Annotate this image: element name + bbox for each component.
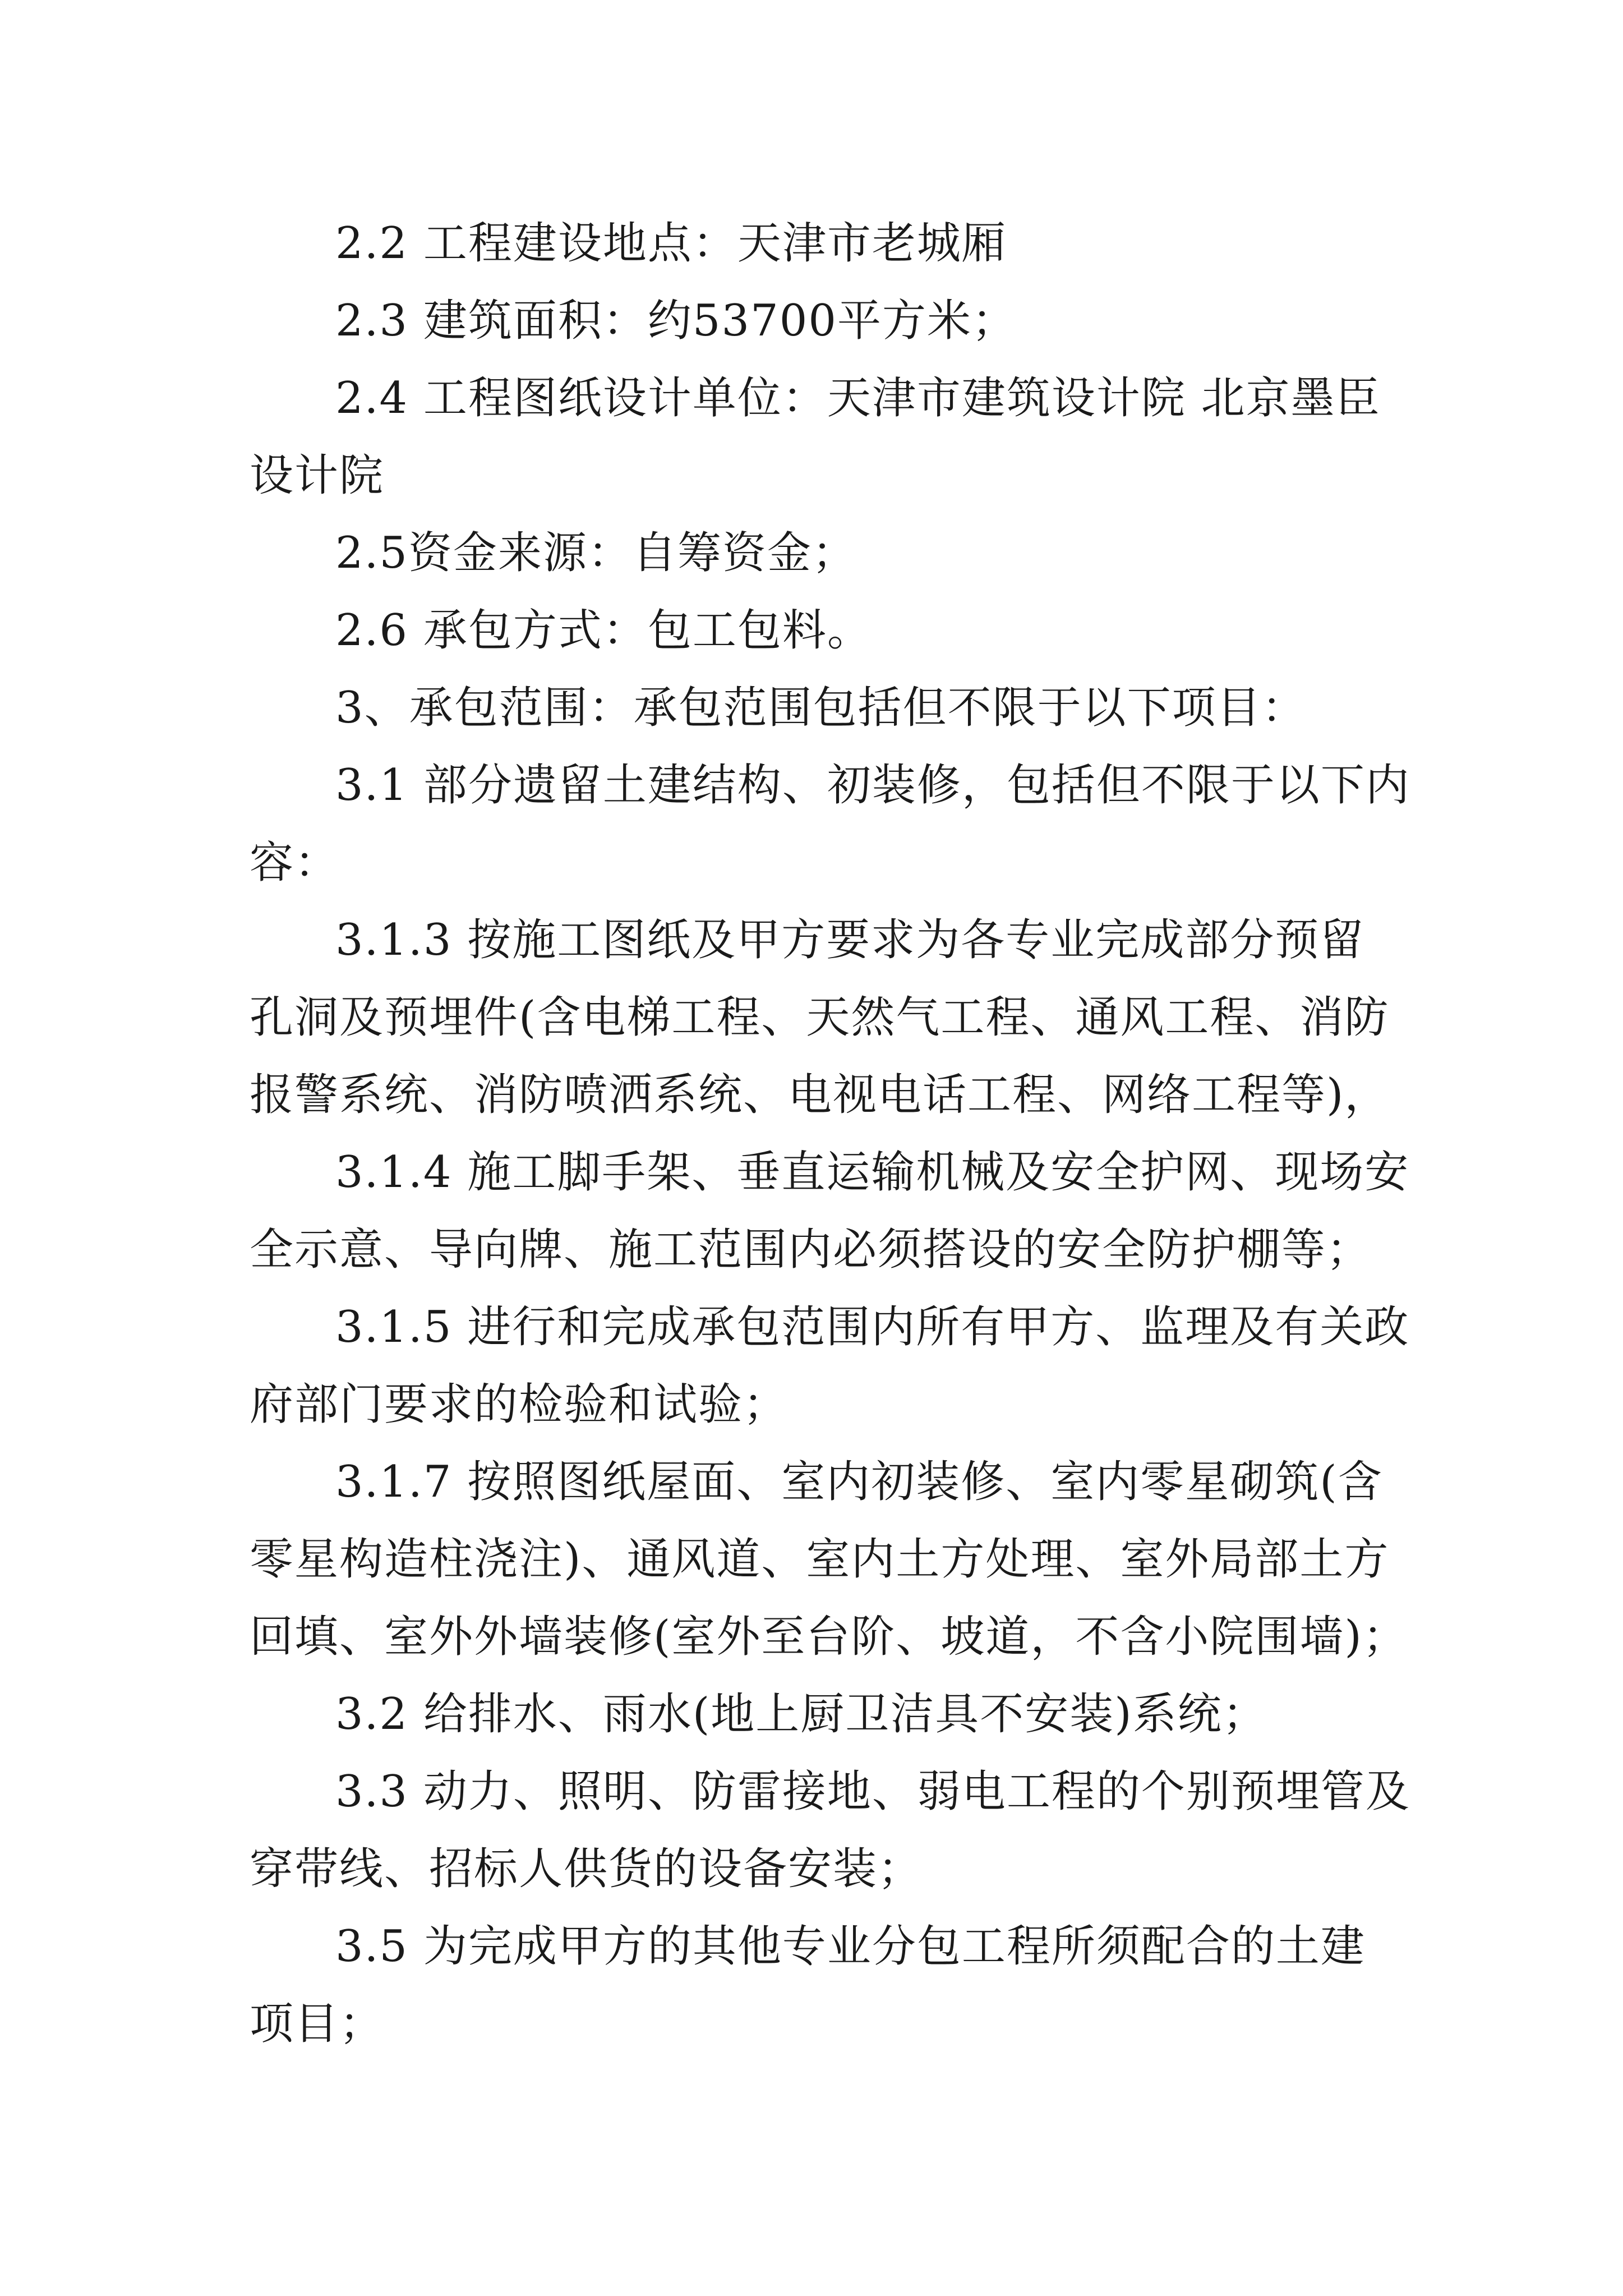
line-3-5: 3.5 为完成甲方的其他专业分包工程所须配合的土建: [335, 1921, 1366, 1972]
line-3-1: 3.1 部分遗留土建结构、初装修，包括但不限于以下内: [335, 760, 1410, 811]
line-3-1-cont: 容：: [250, 838, 340, 888]
line-3-1-4-cont: 全示意、导向牌、施工范围内必须搭设的安全防护棚等；: [250, 1225, 1372, 1275]
line-3-1-3: 3.1.3 按施工图纸及甲方要求为各专业完成部分预留: [335, 915, 1365, 965]
line-2-4: 2.4 工程图纸设计单位：天津市建筑设计院 北京墨臣: [335, 373, 1381, 424]
line-3-5-cont: 项目；: [250, 1999, 385, 2049]
line-3-1-5: 3.1.5 进行和完成承包范围内所有甲方、监理及有关政: [335, 1302, 1410, 1352]
line-2-6: 2.6 承包方式：包工包料。: [335, 605, 872, 656]
line-3-1-7-cont2: 回填、室外外墙装修(室外至台阶、坡道，不含小院围墙)；: [250, 1612, 1408, 1662]
line-3-1-7: 3.1.7 按照图纸屋面、室内初装修、室内零星砌筑(含: [335, 1457, 1383, 1507]
line-3-1-5-cont: 府部门要求的检验和试验；: [250, 1379, 789, 1430]
line-3-1-3-cont1: 孔洞及预埋件(含电梯工程、天然气工程、通风工程、消防: [250, 992, 1390, 1043]
line-2-5: 2.5资金来源：自筹资金；: [335, 528, 857, 578]
line-3: 3、承包范围：承包范围包括但不限于以下项目：: [335, 683, 1307, 733]
line-3-3-cont: 穿带线、招标人供货的设备安装；: [250, 1844, 923, 1894]
line-2-3: 2.3 建筑面积：约53700平方米；: [335, 296, 1017, 346]
line-3-3: 3.3 动力、照明、防雷接地、弱电工程的个别预埋管及: [335, 1766, 1410, 1817]
line-3-1-3-cont2: 报警系统、消防喷洒系统、电视电话工程、网络工程等)，: [250, 1070, 1390, 1120]
line-3-1-7-cont1: 零星构造柱浇注)、通风道、室内土方处理、室外局部土方: [250, 1534, 1390, 1585]
line-2-4-cont: 设计院: [250, 450, 385, 501]
line-2-2: 2.2 工程建设地点：天津市老城厢: [335, 218, 1007, 269]
line-3-2: 3.2 给排水、雨水(地上厨卫洁具不安装)系统；: [335, 1689, 1267, 1740]
line-3-1-4: 3.1.4 施工脚手架、垂直运输机械及安全护网、现场安: [335, 1147, 1410, 1198]
